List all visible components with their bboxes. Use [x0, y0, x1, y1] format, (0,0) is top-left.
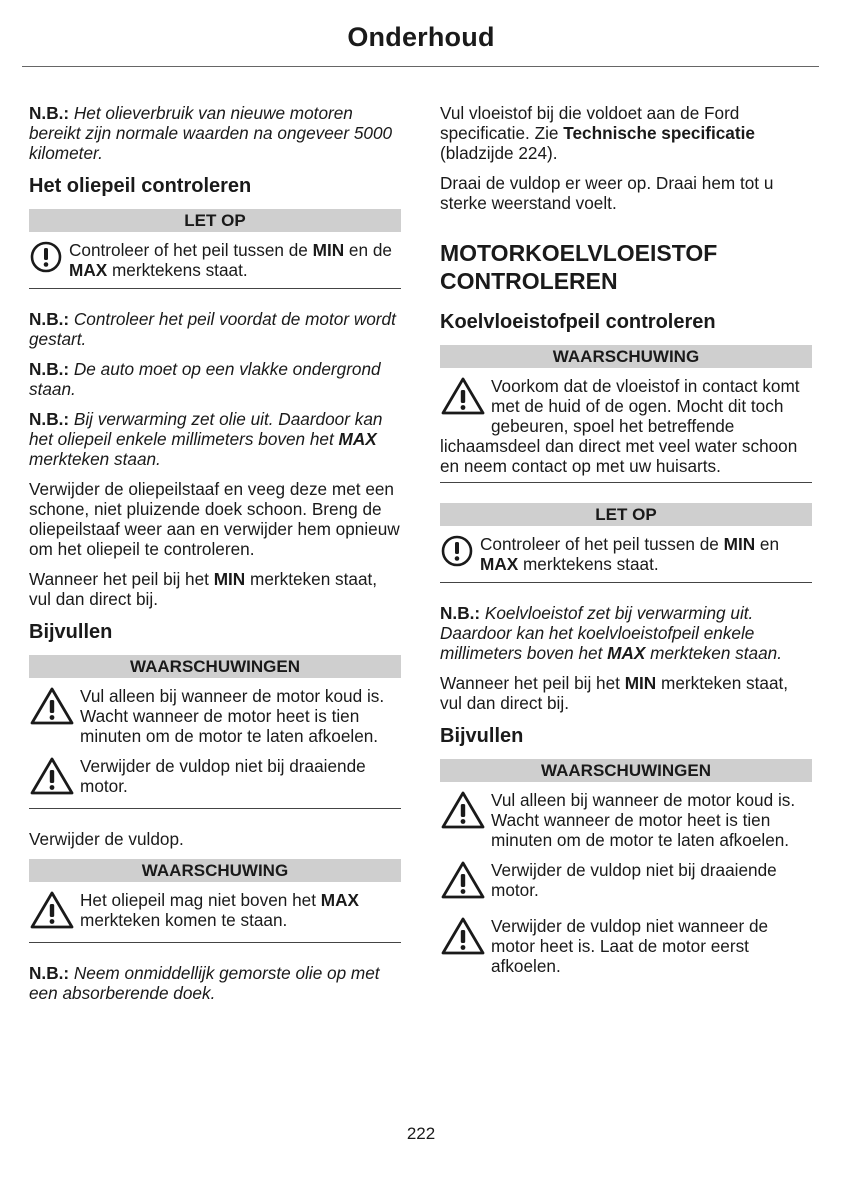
caution-box — [29, 209, 401, 289]
body-paragraph: Wanneer het peil bij het MIN merkteken staat, vul dan direct bij. — [440, 673, 789, 713]
section-heading-refill: Bijvullen — [440, 725, 524, 747]
warnings-header: WAARSCHUWINGEN — [29, 655, 401, 678]
warning-header: WAARSCHUWING — [440, 345, 812, 368]
body-paragraph: Draai de vuldop er weer op. Draai hem tot u sterke weerstand voelt. — [440, 173, 774, 213]
warning-entry: Het oliepeil mag niet boven het MAX merkteken komen te staan. — [29, 890, 401, 936]
section-heading-refill: Bijvullen — [29, 621, 113, 643]
caution-entry: Controleer of het peil tussen de MIN en MAX merktekens staat. — [440, 534, 812, 576]
warning-entry: Verwijder de vuldop niet bij draaiende motor. — [29, 756, 401, 802]
note: N.B.: Controleer het peil voordat de motor wordt gestart. — [29, 309, 396, 349]
page-title: Onderhoud — [347, 22, 495, 52]
body-paragraph: Verwijder de oliepeilstaaf en veeg deze met een schone, niet pluizende doek schoon. Breng de oliepeilstaaf weer aan en verwijder hem opnieuw om het oliepeil te controleren. — [29, 479, 400, 559]
body-paragraph: Vul vloeistof bij die voldoet aan de Ford specificatie. Zie Technische specificatie (bladzijde 224). — [440, 103, 755, 163]
warning-header: WAARSCHUWING — [29, 859, 401, 882]
title-divider — [22, 66, 819, 67]
warning-entry: Verwijder de vuldop niet bij draaiende motor. — [440, 860, 812, 906]
note: N.B.: Neem onmiddellijk gemorste olie op met een absorberende doek. — [29, 963, 380, 1003]
section-heading-coolant: MOTORKOELVLOEISTOF CONTROLEREN — [440, 240, 718, 294]
warning-triangle-icon — [29, 890, 77, 936]
caution-entry: Controleer of het peil tussen de MIN en de MAX merktekens staat. — [29, 240, 401, 282]
warnings-header: WAARSCHUWINGEN — [440, 759, 812, 782]
warning-box — [29, 859, 401, 943]
warning-entry: Verwijder de vuldop niet wanneer de motor heet is. Laat de motor eerst afkoelen. — [440, 916, 812, 976]
warnings-box — [29, 655, 401, 809]
right-column — [440, 103, 812, 1002]
caution-box — [440, 503, 812, 583]
warning-entry: Vul alleen bij wanneer de motor koud is. Wacht wanneer de motor heet is tien minuten om de motor te laten afkoelen. — [440, 790, 812, 850]
section-heading-oil-check: Het oliepeil controleren — [29, 175, 252, 197]
warning-entry: Voorkom dat de vloeistof in contact komt met de huid of de ogen. Mocht dit toch gebeuren, spoel het betreffende lichaamsdeel dan direct met veel water schoon en neem contact op met uw huisarts. — [440, 376, 800, 476]
caution-header: LET OP — [440, 503, 812, 526]
warning-triangle-icon — [29, 686, 77, 732]
warning-entry: Vul alleen bij wanneer de motor koud is. Wacht wanneer de motor heet is tien minuten om de motor te laten afkoelen. — [29, 686, 401, 746]
warning-triangle-icon — [440, 916, 488, 962]
warning-triangle-icon — [440, 790, 488, 836]
note: N.B.: De auto moet op een vlakke ondergrond staan. — [29, 359, 381, 399]
cross-reference-link[interactable]: Technische specificatie — [563, 123, 755, 143]
warnings-box — [440, 759, 812, 982]
warning-triangle-icon — [440, 376, 488, 422]
warning-triangle-icon — [29, 756, 77, 802]
note: N.B.: Het olieverbruik van nieuwe motoren bereikt zijn normale waarden na ongeveer 5000 kilometer. — [29, 103, 393, 163]
note: N.B.: Koelvloeistof zet bij verwarming uit. Daardoor kan het koelvloeistofpeil enkele millimeters boven het MAX merkteken staan. — [440, 603, 782, 663]
note: N.B.: Bij verwarming zet olie uit. Daardoor kan het oliepeil enkele millimeters boven het MAX merkteken staan. — [29, 409, 383, 469]
left-column — [29, 103, 401, 1013]
body-paragraph: Wanneer het peil bij het MIN merkteken staat, vul dan direct bij. — [29, 569, 378, 609]
section-heading-coolant-check: Koelvloeistofpeil controleren — [440, 311, 716, 333]
body-paragraph: Verwijder de vuldop. — [29, 829, 184, 849]
caution-circle-icon — [29, 240, 67, 282]
page-number: 222 — [406, 1124, 436, 1143]
warning-triangle-icon — [440, 860, 488, 906]
warning-box — [440, 345, 812, 483]
caution-header: LET OP — [29, 209, 401, 232]
caution-circle-icon — [440, 534, 478, 576]
